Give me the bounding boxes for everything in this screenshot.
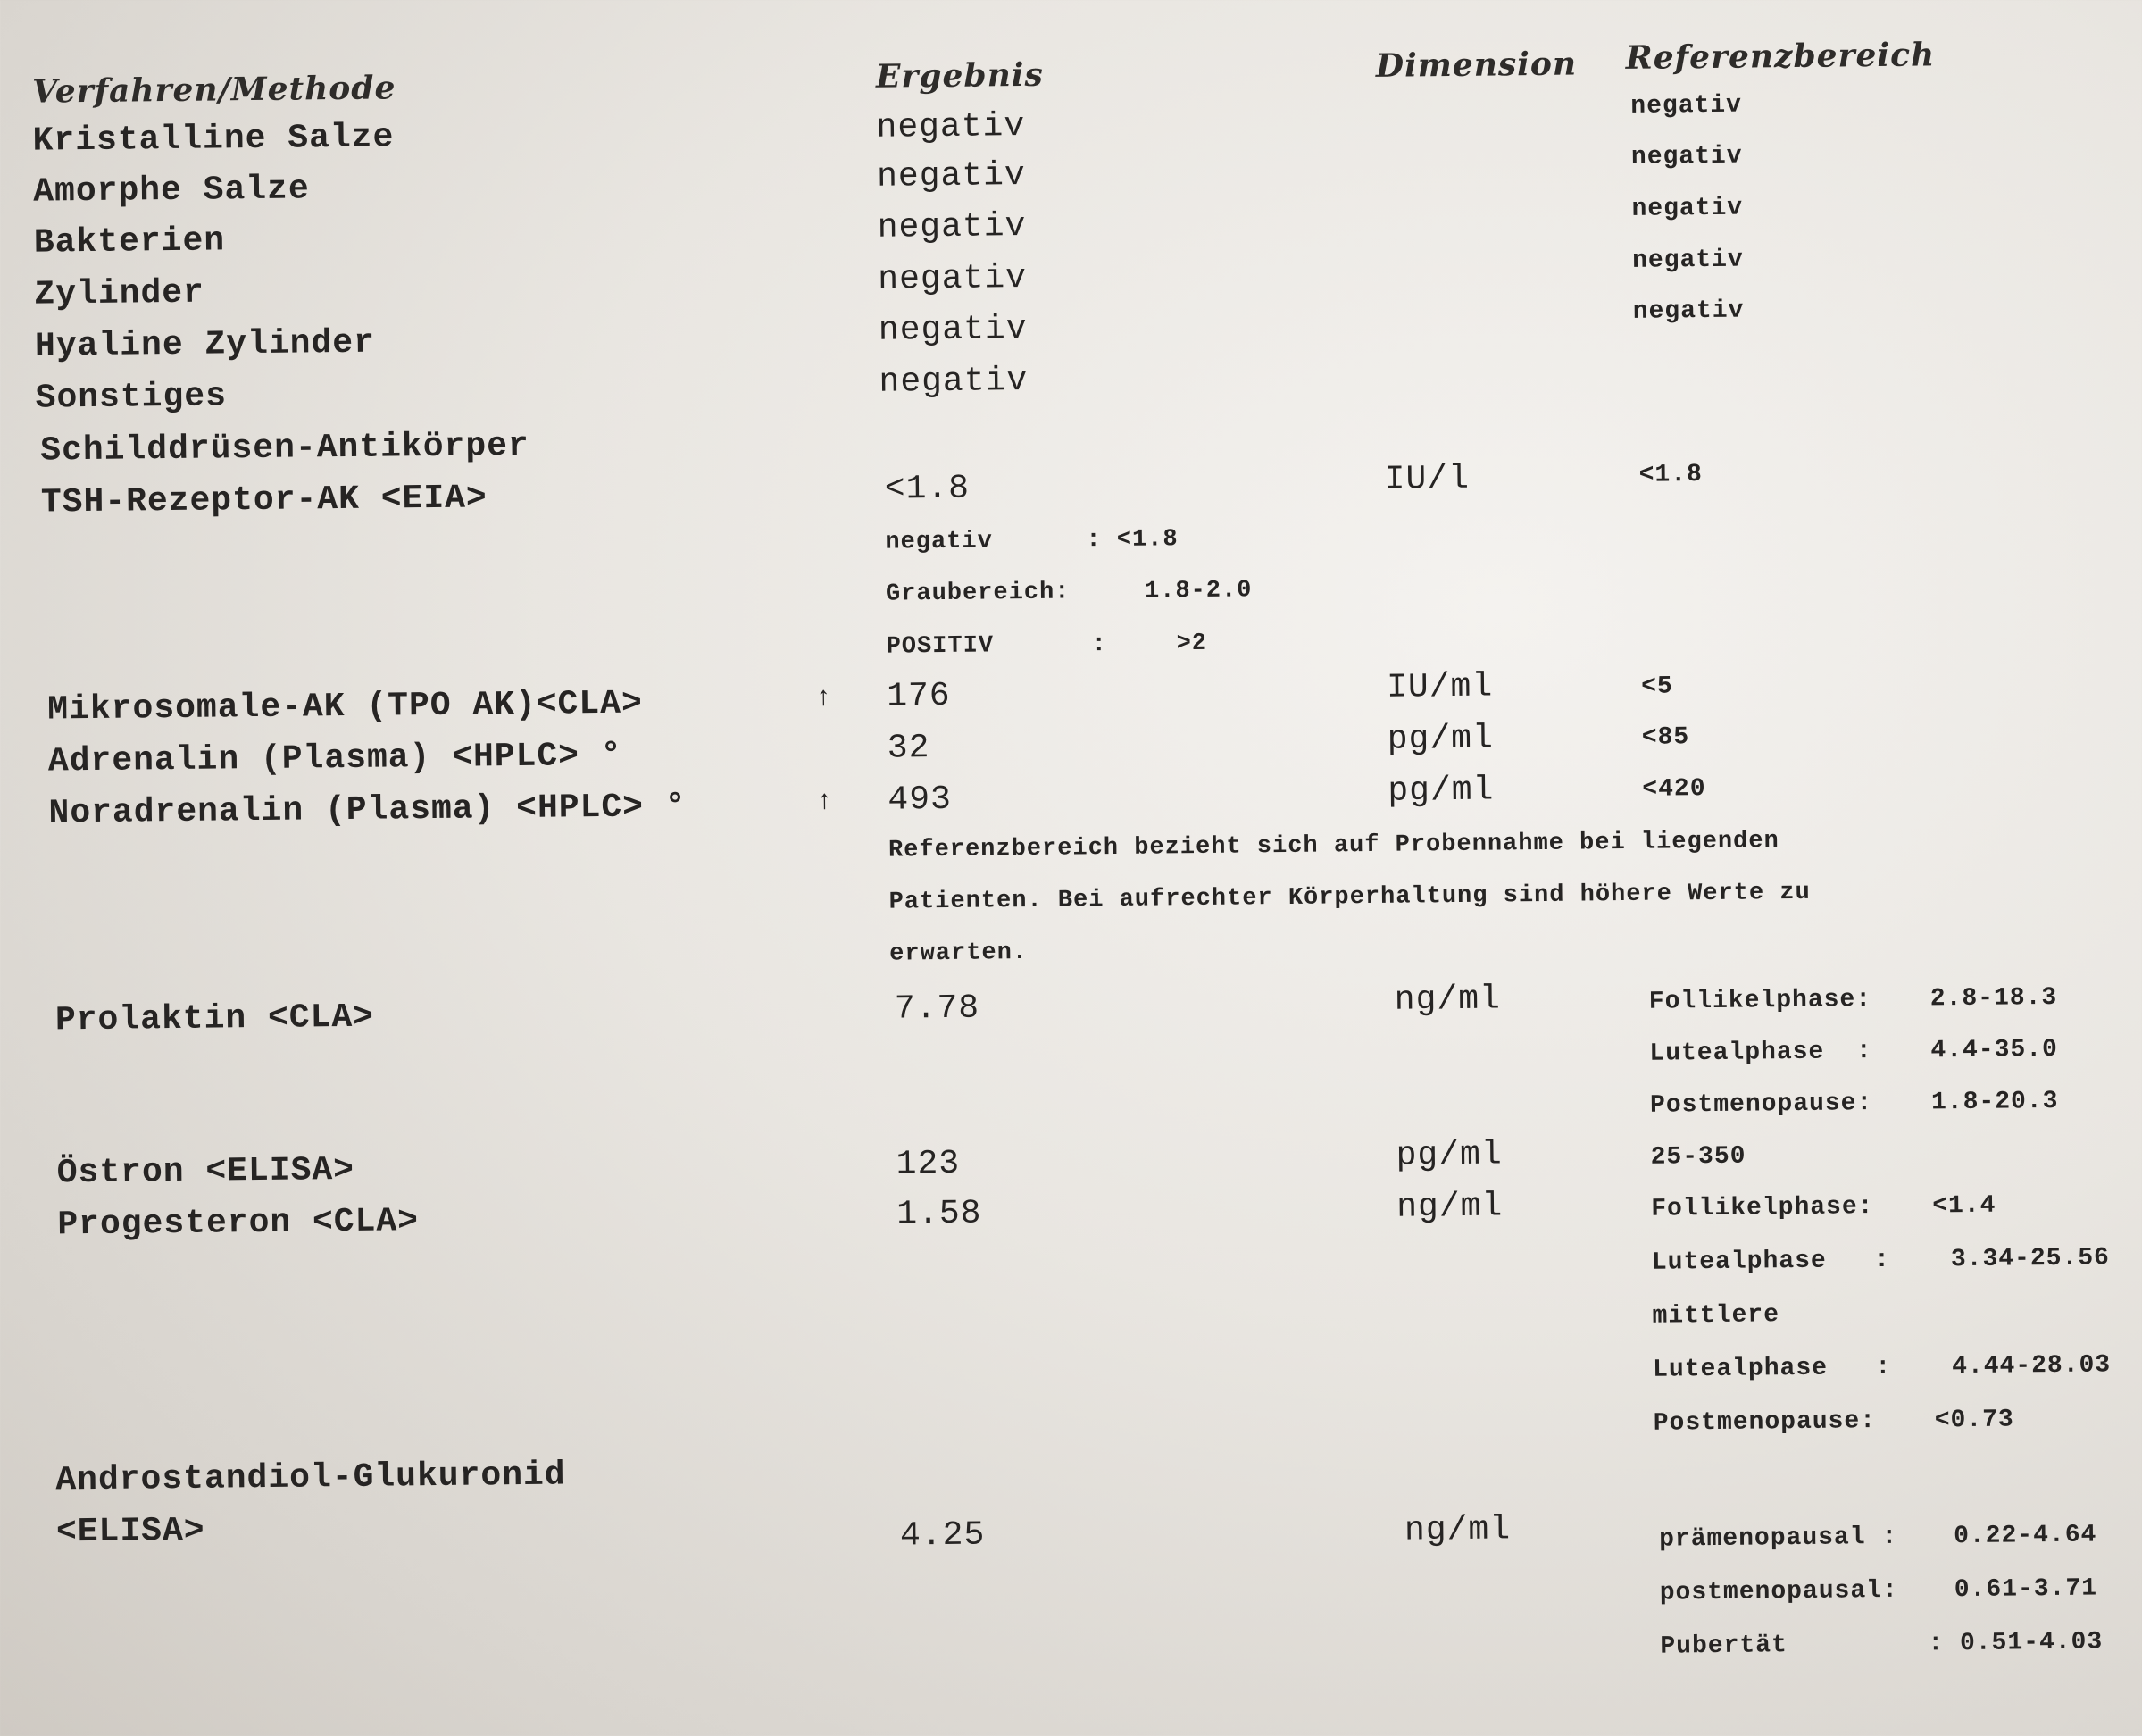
row-name-method: <ELISA> <box>55 1511 205 1552</box>
row-name: Hyaline Zylinder <box>34 323 376 366</box>
section-title: Schilddrüsen-Antikörper <box>40 426 529 471</box>
progesteron-ref-value: <1.4 <box>1932 1191 1996 1221</box>
androstandiol-ref-label: prämenopausal : <box>1658 1523 1898 1554</box>
androstandiol-ref-value: 0.61-3.71 <box>1954 1574 2098 1605</box>
row-reference: negativ <box>1630 142 1743 171</box>
row-name: Mikrosomale-AK (TPO AK)<CLA> <box>47 684 644 730</box>
tsh-note-value: >2 <box>1176 630 1208 658</box>
header-method: Verfahren/Methode <box>31 69 396 111</box>
row-result: 1.58 <box>896 1194 982 1234</box>
row-unit: ng/ml <box>1396 1187 1504 1227</box>
row-result: 493 <box>888 780 953 820</box>
row-result: 123 <box>896 1144 961 1184</box>
header-reference: Referenzbereich <box>1625 36 1936 77</box>
row-unit: IU/l <box>1384 459 1471 499</box>
progesteron-ref-label: Follikelphase: <box>1651 1193 1874 1223</box>
noradrenalin-note-line: Referenzbereich bezieht sich auf Probennahme bei liegenden <box>888 828 1779 864</box>
tsh-note-label: Graubereich: <box>885 579 1071 608</box>
row-name: Progesteron <CLA> <box>57 1202 420 1245</box>
row-reference: <420 <box>1642 775 1706 804</box>
prolaktin-ref-label: Follikelphase: <box>1648 986 1872 1016</box>
noradrenalin-note-line: Patienten. Bei aufrechter Körperhaltung sind höhere Werte zu <box>888 879 1811 916</box>
row-result: negativ <box>879 361 1029 402</box>
row-result: negativ <box>877 206 1027 247</box>
row-result: <1.8 <box>884 469 971 509</box>
row-result: negativ <box>878 309 1028 350</box>
row-name: Prolaktin <CLA> <box>54 997 375 1040</box>
prolaktin-ref-value: 1.8-20.3 <box>1930 1087 2059 1117</box>
row-name: Östron <ELISA> <box>56 1150 355 1193</box>
row-unit: IU/ml <box>1386 667 1494 707</box>
tsh-note-label: POSITIV <box>886 632 995 661</box>
progesteron-ref-label: Lutealphase : <box>1651 1246 1891 1277</box>
androstandiol-ref-value: 0.22-4.64 <box>1953 1521 2097 1551</box>
progesteron-ref-value: 4.44-28.03 <box>1951 1351 2112 1381</box>
row-unit: pg/ml <box>1388 771 1495 811</box>
prolaktin-ref-label: Postmenopause: <box>1649 1089 1873 1120</box>
progesteron-ref-label: mittlere <box>1652 1301 1780 1331</box>
row-name: TSH-Rezeptor-AK <EIA> <box>40 479 488 522</box>
row-reference: negativ <box>1630 91 1743 121</box>
row-result: negativ <box>876 106 1026 147</box>
row-reference: <85 <box>1641 723 1690 752</box>
row-name: Amorphe Salze <box>33 170 310 212</box>
row-unit: ng/ml <box>1394 980 1502 1020</box>
prolaktin-ref-value: 4.4-35.0 <box>1930 1035 2059 1065</box>
row-unit: pg/ml <box>1396 1135 1503 1175</box>
row-reference: <1.8 <box>1638 461 1704 489</box>
row-reference: <5 <box>1640 672 1673 701</box>
androstandiol-ref-label: postmenopausal: <box>1659 1576 1898 1607</box>
progesteron-ref-label: Lutealphase : <box>1653 1353 1892 1384</box>
row-result: 4.25 <box>899 1515 986 1556</box>
row-name: Adrenalin (Plasma) <HPLC> ° <box>47 736 622 781</box>
row-reference: negativ <box>1631 194 1744 223</box>
androstandiol-ref-value: : 0.51-4.03 <box>1928 1628 2104 1658</box>
row-result: 32 <box>887 729 930 768</box>
header-result: Ergebnis <box>875 55 1044 96</box>
row-name: Androstandiol-Glukuronid <box>55 1456 566 1500</box>
row-name: Kristalline Salze <box>32 118 395 161</box>
progesteron-ref-label: Postmenopause: <box>1653 1407 1877 1438</box>
row-name: Noradrenalin (Plasma) <HPLC> ° <box>48 788 687 833</box>
tsh-note-sep: : <box>1091 631 1107 659</box>
high-flag-icon: ↑ <box>815 683 832 714</box>
row-reference: negativ <box>1631 246 1744 275</box>
row-name: Bakterien <box>33 221 226 263</box>
row-unit: ng/ml <box>1404 1510 1512 1550</box>
prolaktin-ref-value: 2.8-18.3 <box>1929 983 2058 1014</box>
prolaktin-ref-label: Lutealphase : <box>1649 1038 1872 1068</box>
header-dimension: Dimension <box>1375 45 1578 85</box>
noradrenalin-note-line: erwarten. <box>889 939 1029 968</box>
tsh-note-label: negativ <box>885 528 993 556</box>
tsh-note-value: 1.8-2.0 <box>1144 577 1253 605</box>
row-unit: pg/ml <box>1387 719 1495 759</box>
progesteron-ref-value: 3.34-25.56 <box>1950 1244 2111 1274</box>
row-reference: negativ <box>1632 296 1745 326</box>
androstandiol-ref-label: Pubertät <box>1660 1632 1788 1661</box>
progesteron-ref-value: <0.73 <box>1934 1406 2014 1435</box>
tsh-note-value: : <1.8 <box>1086 526 1179 555</box>
row-reference: 25-350 <box>1650 1142 1746 1172</box>
row-name: Sonstiges <box>35 377 228 418</box>
row-result: negativ <box>876 155 1026 196</box>
row-result: 176 <box>886 676 951 716</box>
high-flag-icon: ↑ <box>816 787 833 818</box>
row-name: Zylinder <box>34 273 205 314</box>
row-result: negativ <box>878 258 1028 299</box>
row-result: 7.78 <box>894 989 980 1029</box>
